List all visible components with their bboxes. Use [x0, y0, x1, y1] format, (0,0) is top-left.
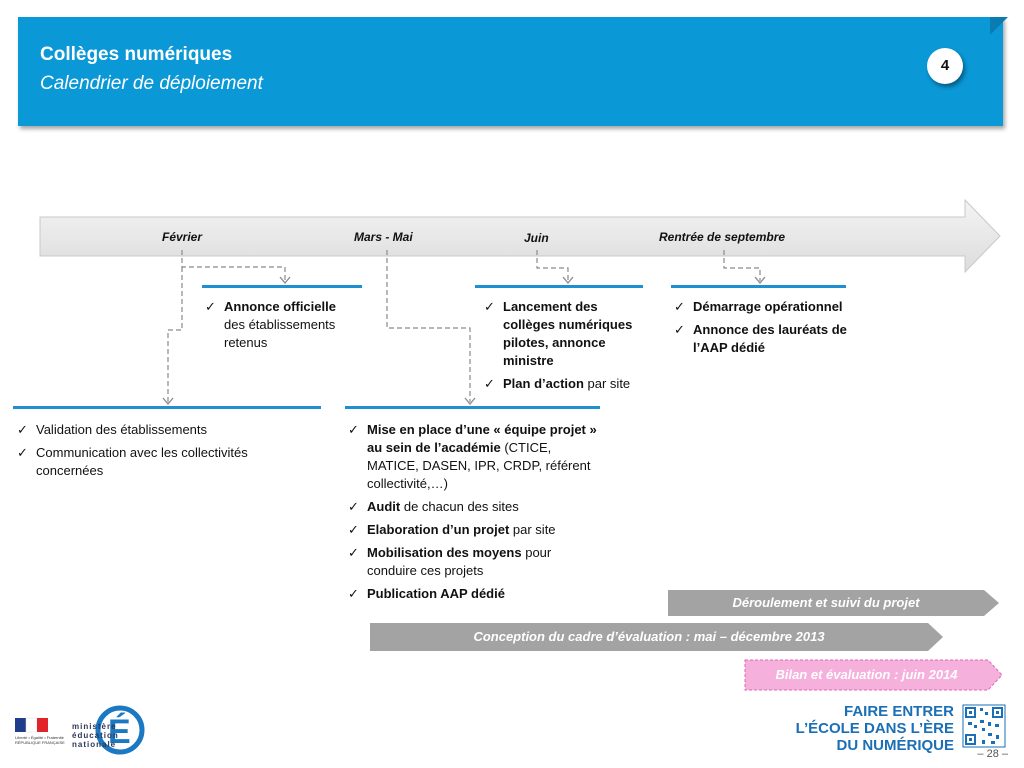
list-mars-mai: [348, 421, 598, 608]
list-fevrier-top: [205, 298, 360, 357]
list-item: ✓ Annonce officielle des établissements retenus: [205, 299, 336, 350]
rule-fevrier-top: [202, 285, 362, 288]
timeline-label-septembre: Rentrée de septembre: [659, 230, 786, 244]
rule-septembre: [671, 285, 846, 288]
list-item: ✓ Plan d’action par site: [484, 376, 631, 391]
rule-fevrier-bottom: [13, 406, 321, 409]
check-icon: ✓: [484, 376, 495, 391]
list-item: ✓ Communication avec les collectivités concernées: [17, 445, 248, 478]
svg-text:É: É: [108, 713, 131, 751]
list-septembre: [674, 298, 859, 362]
ministere-wordmark: ministère éducation nationale: [72, 722, 119, 749]
page-number: – 28 –: [977, 748, 1008, 760]
list-item: ✓ Annonce des lauréats de l’AAP dédié: [674, 322, 847, 355]
republique-caption: Liberté • Égalité • Fraternité RÉPUBLIQUE FRANÇAISE: [15, 735, 65, 745]
slide-title: Collèges numériques: [40, 44, 233, 65]
check-icon: ✓: [348, 422, 359, 437]
timeline-label-fevrier: Février: [162, 230, 203, 244]
flag-blue: [15, 718, 26, 732]
qr-code-icon: [963, 705, 1005, 747]
check-icon: ✓: [17, 422, 28, 437]
list-item: ✓ Elaboration d’un projet par site: [348, 522, 556, 537]
slide-subtitle: Calendrier de déploiement: [40, 73, 263, 94]
rule-mars: [345, 406, 600, 409]
timeline-label-mars-mai: Mars - Mai: [354, 230, 413, 244]
list-fevrier-bottom: [17, 421, 307, 485]
check-icon: ✓: [674, 299, 685, 314]
flag-red: [37, 718, 48, 732]
check-icon: ✓: [674, 322, 685, 337]
list-item: ✓ Mise en place d’une « équipe projet » au sein de l’académie (CTICE, MATICE, DASEN, IPR, CRDP, référent collectivité,…): [348, 422, 597, 491]
phase-deroulement-label: Déroulement et suivi du projet: [732, 595, 920, 610]
list-item: ✓ Validation des établissements: [17, 422, 208, 437]
connector-fevrier-bottom: [168, 267, 182, 402]
list-item: ✓ Mobilisation des moyens pour conduire ces projets: [348, 545, 552, 578]
list-juin: [484, 298, 644, 398]
section-number-badge: 4: [927, 48, 963, 84]
timeline-label-juin: Juin: [524, 231, 549, 245]
check-icon: ✓: [348, 586, 359, 601]
slogan: FAIRE ENTRER L’ÉCOLE DANS L’ÈRE DU NUMÉRIQUE: [795, 703, 954, 754]
check-icon: ✓: [348, 499, 359, 514]
list-item: ✓ Publication AAP dédié: [348, 586, 505, 601]
rule-juin: [475, 285, 643, 288]
list-item: ✓ Démarrage opérationnel: [674, 299, 843, 314]
list-item: ✓ Audit de chacun des sites: [348, 499, 519, 514]
check-icon: ✓: [348, 522, 359, 537]
check-icon: ✓: [205, 299, 216, 314]
phase-bilan-label: Bilan et évaluation : juin 2014: [775, 667, 958, 682]
phase-conception-label: Conception du cadre d’évaluation : mai – décembre 2013: [473, 629, 825, 644]
connector-mars: [387, 250, 470, 402]
check-icon: ✓: [17, 445, 28, 460]
list-item: ✓ Lancement des collèges numériques pilotes, annonce ministre: [484, 299, 633, 368]
check-icon: ✓: [484, 299, 495, 314]
check-icon: ✓: [348, 545, 359, 560]
flag-white: [26, 718, 37, 732]
